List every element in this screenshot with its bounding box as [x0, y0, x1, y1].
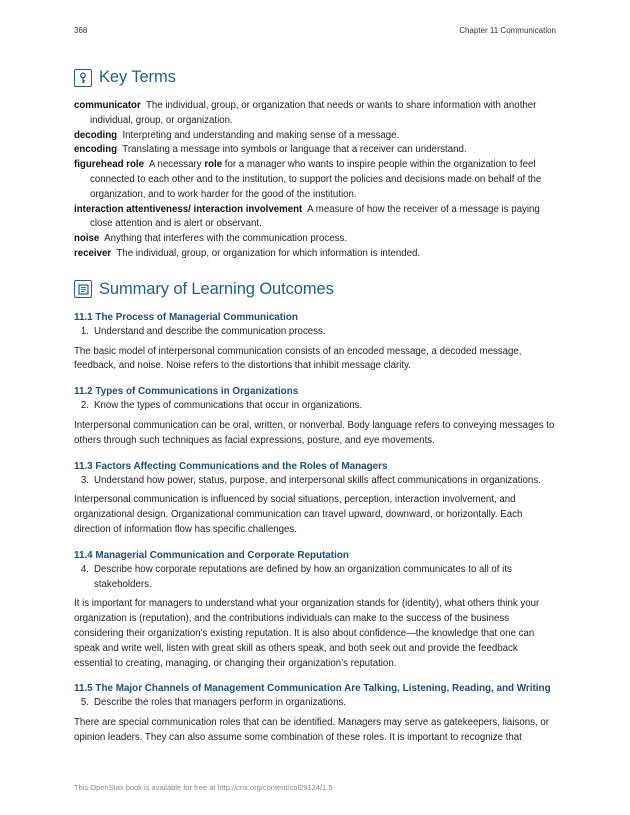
- term-definition: Anything that interferes with the communication process.: [104, 233, 348, 245]
- outcome-number: 3.: [80, 474, 89, 486]
- term-definition-bold: role: [204, 159, 223, 171]
- section-paragraph: There are special communication roles that can be identified. Managers may serve as gatekeepers, liaisons, or opinion leaders. They can also assume some combination of these roles. It is important to recognize that: [74, 717, 549, 743]
- term-label: noise: [74, 233, 100, 245]
- outcome-item: [74, 325, 556, 340]
- term-item: [74, 99, 556, 129]
- term-item: [74, 129, 556, 144]
- page-number: 368: [74, 26, 88, 35]
- outcome-block: [74, 549, 556, 672]
- summary-title: Summary of Learning Outcomes: [99, 279, 334, 298]
- outcome-block: [74, 460, 556, 538]
- document-icon: [74, 280, 92, 298]
- outcome-text: Understand and describe the communication process.: [94, 325, 326, 337]
- term-label: receiver: [74, 247, 112, 259]
- key-terms-title: Key Terms: [99, 68, 176, 86]
- term-item: [74, 232, 556, 247]
- outcome-number: 5.: [80, 697, 89, 709]
- page-content: [74, 68, 556, 757]
- outcome-block: [74, 682, 556, 745]
- key-icon: [74, 69, 92, 87]
- term-definition: Interpreting and understanding and making sense of a message.: [122, 129, 400, 141]
- term-item: [74, 143, 556, 158]
- outcome-text: Describe the roles that managers perform in organizations.: [94, 697, 346, 709]
- section-heading: 11.1 The Process of Managerial Communication: [74, 311, 298, 323]
- outcome-block: [74, 311, 556, 374]
- key-terms-header: [74, 68, 556, 87]
- outcome-text: Understand how power, status, purpose, and interpersonal skills affect communications in organizations.: [94, 474, 541, 486]
- section-paragraph: Interpersonal communication is influenced by social situations, perception, interaction involvement, and organizational design. Organizational communication can travel upward, downward, or horizontally. Each direction of information flow has specific challenges.: [74, 494, 523, 535]
- term-definition: A measure of how the receiver of a message is paying close attention and is alert or observant.: [90, 203, 540, 230]
- section-heading: 11.3 Factors Affecting Communications and the Roles of Managers: [74, 460, 388, 472]
- term-item: [74, 247, 556, 262]
- term-label: interaction attentiveness/ interaction involvement: [74, 203, 303, 215]
- outcome-item: [74, 696, 556, 711]
- outcome-number: 2.: [80, 400, 89, 412]
- term-item: [74, 158, 556, 202]
- term-item: [74, 203, 556, 233]
- section-heading: 11.4 Managerial Communication and Corporate Reputation: [74, 549, 349, 561]
- section-paragraph: The basic model of interpersonal communication consists of an encoded message, a decoded message, feedback, and noise. Noise refers to the distortions that inhibit message clarity.: [74, 345, 522, 372]
- outcome-number: 4.: [80, 563, 89, 575]
- term-definition: Translating a message into symbols or language that a receiver can understand.: [122, 144, 467, 156]
- outcome-item: [74, 474, 556, 489]
- key-terms-list: [74, 99, 556, 262]
- outcome-item: [74, 399, 556, 414]
- section-heading: 11.2 Types of Communications in Organizations: [74, 386, 299, 398]
- term-label: decoding: [74, 129, 118, 141]
- section-paragraph: Interpersonal communication can be oral, written, or nonverbal. Body language refers to conveying messages to others through such techniques as facial expressions, posture, and eye movements.: [74, 419, 555, 446]
- summary-header: [74, 280, 556, 299]
- page-footer: This OpenStax book is available for free at http://cnx.org/content/col29124/1.5: [74, 783, 333, 792]
- page-header: [74, 26, 556, 35]
- outcome-text: Describe how corporate reputations are defined by how an organization communicates to all of its stakeholders.: [94, 563, 512, 590]
- outcome-item: [74, 563, 556, 593]
- outcome-text: Know the types of communications that occur in organizations.: [94, 400, 363, 412]
- term-definition: The individual, group, or organization that needs or wants to share information with another individual, group, or organization.: [90, 100, 537, 126]
- outcome-number: 1.: [80, 325, 89, 337]
- term-definition: The individual, group, or organization for which information is intended.: [116, 247, 421, 259]
- term-label: encoding: [74, 144, 118, 156]
- term-label: figurehead role: [74, 159, 144, 171]
- summary-section: [74, 280, 556, 746]
- section-paragraph: It is important for managers to understand what your organization stands for (identity), what others think your organization is (reputation), and the contributions individuals can make to the success of the business considering their organization’s existing reputation. It is also about confidence—the knowledge that one can speak and write well, listen with great skill as others speak, and both seek out and provide the feedback essential to creating, managing, or changing their organization’s reputation.: [74, 598, 540, 669]
- section-heading: 11.5 The Major Channels of Management Communication Are Talking, Listening, Reading, and Writing: [74, 683, 551, 695]
- chapter-title: Chapter 11 Communication: [459, 26, 556, 35]
- term-definition-post: for a manager who wants to inspire people within the organization to feel connected to each other and to the institution, to support the policies and decisions made on behalf of the organization, and to work harder for the good of the institution.: [90, 159, 542, 200]
- term-label: communicator: [74, 100, 141, 111]
- outcome-block: [74, 385, 556, 448]
- term-definition-pre: A necessary: [148, 159, 205, 171]
